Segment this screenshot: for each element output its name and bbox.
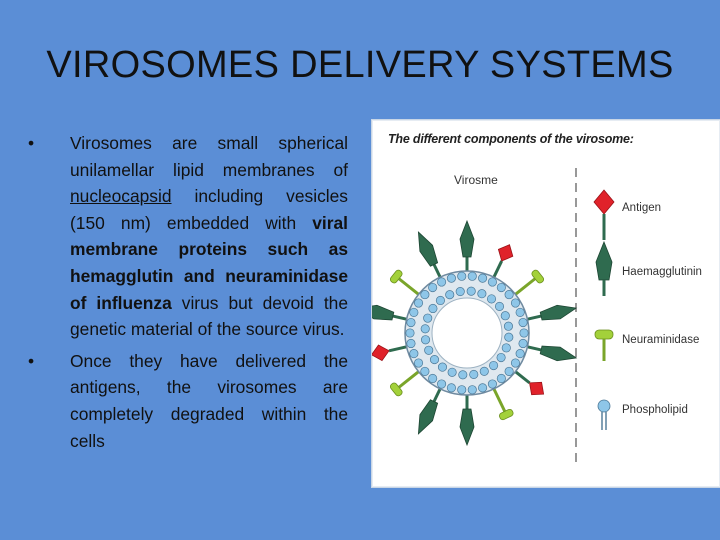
phospholipid — [468, 272, 476, 280]
phospholipid — [478, 274, 486, 282]
haemagglutinin-spike — [526, 301, 578, 326]
phospholipid — [425, 346, 433, 354]
phospholipid — [502, 344, 510, 352]
phospholipid — [458, 386, 466, 394]
antigen-icon — [594, 190, 614, 240]
phospholipid — [470, 370, 478, 378]
haemagglutinin-spike — [412, 229, 446, 280]
phospholipid — [436, 296, 444, 304]
phospholipid — [437, 278, 445, 286]
phospholipid — [520, 329, 528, 337]
virosome-particle — [372, 221, 578, 445]
legend — [594, 190, 702, 430]
legend-label: Antigen — [622, 202, 662, 214]
neuraminidase-icon — [595, 330, 613, 361]
phospholipid — [467, 287, 475, 295]
phospholipid — [428, 283, 436, 291]
phospholipid — [458, 272, 466, 280]
phospholipid — [459, 371, 467, 379]
phospholipid — [495, 302, 503, 310]
haemagglutinin-spike — [412, 386, 446, 437]
phospholipid — [519, 339, 527, 347]
haemagglutinin-spike — [526, 340, 578, 365]
phospholipid — [505, 333, 513, 341]
phospholipid — [410, 308, 418, 316]
phospholipid — [414, 359, 422, 367]
phospholipid — [448, 368, 456, 376]
phospholipid — [429, 304, 437, 312]
phospholipid — [447, 384, 455, 392]
bullet-text-bold: viral membrane proteins such as hemagglutin and neuraminidase of influenza — [70, 212, 348, 313]
bullet-text: virus but devoid the genetic material of the source virus. — [70, 292, 348, 340]
virosome-lumen — [432, 298, 502, 368]
phospholipid — [438, 363, 446, 371]
haemagglutinin-spike — [460, 395, 474, 445]
phospholipid — [406, 329, 414, 337]
phospholipid — [488, 380, 496, 388]
virosome-diagram — [372, 120, 720, 487]
virosome-figure — [371, 119, 720, 488]
phospholipid — [410, 349, 418, 357]
bullet-item — [28, 348, 348, 454]
phospholipid — [511, 299, 519, 307]
phospholipid — [497, 283, 505, 291]
phospholipid — [407, 318, 415, 326]
haemagglutinin-spike — [372, 301, 408, 326]
virosome-label: Virosme — [454, 173, 498, 187]
haemagglutinin-spike — [460, 221, 474, 271]
slide-title: VIROSOMES DELIVERY SYSTEMS — [46, 44, 674, 86]
bullet-list — [28, 130, 348, 459]
phospholipid — [468, 386, 476, 394]
phospholipid — [456, 287, 464, 295]
phospholipid — [414, 299, 422, 307]
phospholipid — [511, 359, 519, 367]
phospholipid-icon — [598, 400, 610, 430]
phospholipid — [421, 336, 429, 344]
bullet-marker: • — [28, 133, 35, 153]
haemagglutinin-icon — [596, 242, 612, 296]
phospholipid — [516, 308, 524, 316]
antigen-spike — [372, 339, 408, 363]
phospholipid — [407, 339, 415, 347]
figure-title: The different components of the virosome: — [388, 132, 634, 146]
phospholipid — [424, 314, 432, 322]
phospholipid — [421, 325, 429, 333]
bullet-item — [28, 130, 348, 343]
phospholipid — [430, 355, 438, 363]
phospholipid — [487, 295, 495, 303]
phospholipid — [489, 361, 497, 369]
phospholipid — [437, 380, 445, 388]
phospholipid — [505, 290, 513, 298]
phospholipid — [501, 312, 509, 320]
phospholipid — [488, 278, 496, 286]
legend-label: Phospholipid — [622, 404, 688, 416]
phospholipid — [446, 291, 454, 299]
phospholipid — [497, 374, 505, 382]
phospholipid — [421, 367, 429, 375]
bullet-text: Virosomes are small spherical unilamellar lipid membranes of — [70, 133, 348, 180]
phospholipid — [516, 349, 524, 357]
phospholipid — [497, 353, 505, 361]
phospholipid — [428, 374, 436, 382]
phospholipid — [505, 367, 513, 375]
antigen-spike — [487, 241, 517, 280]
phospholipid — [478, 384, 486, 392]
neuraminidase-spike — [488, 386, 514, 421]
bullet-text: including vesicles (150 nm) embedded with — [70, 186, 348, 233]
phospholipid — [504, 322, 512, 330]
phospholipid — [519, 318, 527, 326]
phospholipid — [447, 274, 455, 282]
phospholipid — [421, 290, 429, 298]
legend-label: Neuraminidase — [622, 334, 700, 346]
phospholipid — [480, 367, 488, 375]
bullet-text-underlined: nucleocapsid — [70, 186, 172, 207]
phospholipid — [478, 290, 486, 298]
legend-label: Haemagglutinin — [622, 266, 702, 278]
bullet-marker: • — [28, 350, 35, 371]
bullet-text: Once they have delivered the antigens, the virosomes are completely degraded within the cells — [70, 350, 348, 451]
